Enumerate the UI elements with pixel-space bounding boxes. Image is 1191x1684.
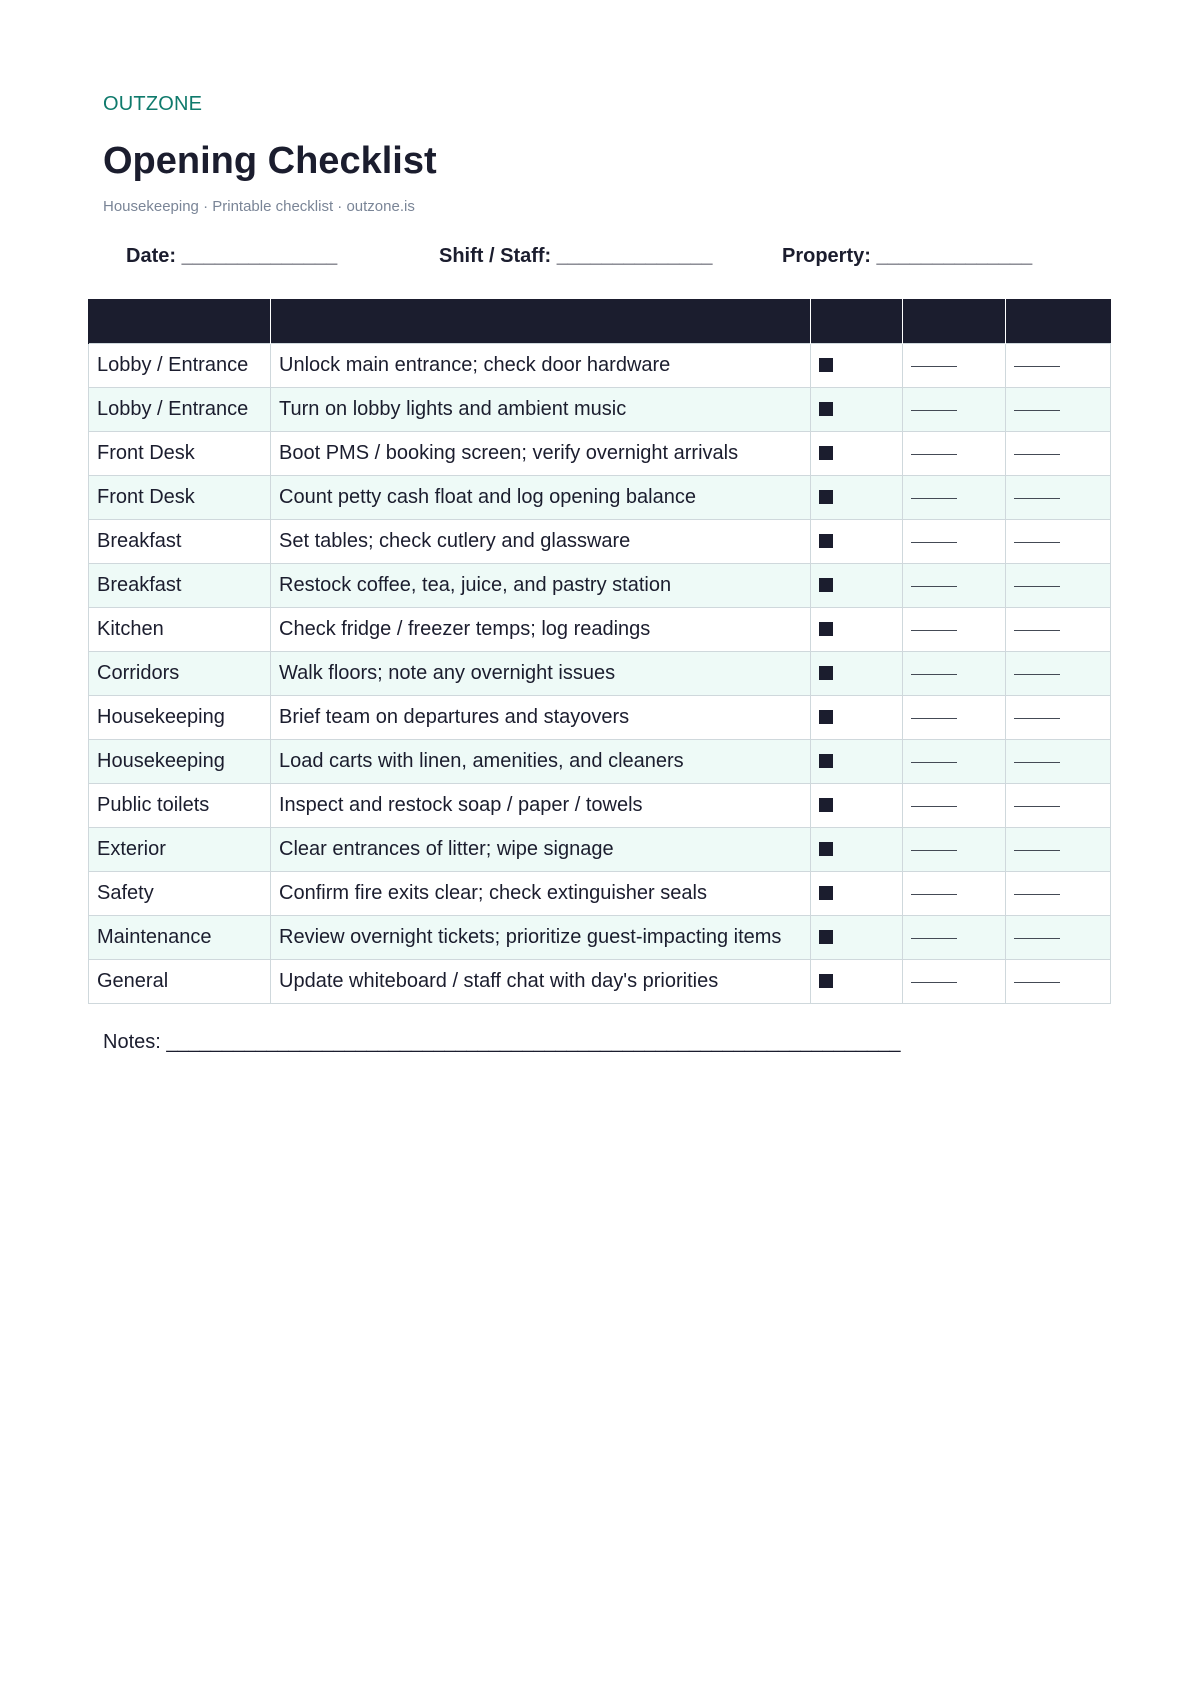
- shift-staff-field[interactable]: Shift / Staff: ______________: [439, 245, 713, 267]
- initials-blank-cell[interactable]: [903, 608, 1006, 652]
- initials-blank-cell[interactable]: [903, 696, 1006, 740]
- write-in-line: [911, 541, 957, 543]
- write-in-line: [1014, 629, 1060, 631]
- task-cell: Walk floors; note any overnight issues: [271, 652, 811, 696]
- checkbox-cell[interactable]: [811, 960, 903, 1004]
- checkbox[interactable]: [819, 842, 833, 856]
- task-cell: Check fridge / freezer temps; log readings: [271, 608, 811, 652]
- time-blank-cell[interactable]: [1006, 608, 1111, 652]
- page-subtitle: Housekeeping · Printable checklist · outzone.is: [103, 198, 415, 215]
- area-cell: Exterior: [89, 828, 271, 872]
- write-in-line: [1014, 761, 1060, 763]
- table-row: [89, 520, 1111, 564]
- write-in-line: [1014, 409, 1060, 411]
- checkbox-cell[interactable]: [811, 828, 903, 872]
- write-in-line: [911, 805, 957, 807]
- table-row: [89, 960, 1111, 1004]
- checkbox-cell[interactable]: [811, 784, 903, 828]
- area-cell: Breakfast: [89, 520, 271, 564]
- write-in-line: [1014, 937, 1060, 939]
- write-in-line: [911, 717, 957, 719]
- initials-blank-cell[interactable]: [903, 872, 1006, 916]
- task-cell: Boot PMS / booking screen; verify overnight arrivals: [271, 432, 811, 476]
- checkbox-cell[interactable]: [811, 872, 903, 916]
- checkbox[interactable]: [819, 930, 833, 944]
- date-field[interactable]: Date: ______________: [126, 245, 338, 267]
- checkbox[interactable]: [819, 622, 833, 636]
- time-blank-cell[interactable]: [1006, 476, 1111, 520]
- write-in-line: [911, 497, 957, 499]
- task-cell: Set tables; check cutlery and glassware: [271, 520, 811, 564]
- page-title: Opening Checklist: [103, 140, 437, 182]
- task-cell: Count petty cash float and log opening balance: [271, 476, 811, 520]
- area-cell: Front Desk: [89, 432, 271, 476]
- header-cell-initials: [903, 299, 1006, 344]
- table-row: [89, 828, 1111, 872]
- write-in-line: [1014, 453, 1060, 455]
- table-row: [89, 696, 1111, 740]
- checklist-table: [88, 299, 1111, 1004]
- table-row: [89, 872, 1111, 916]
- header-cell-area: [89, 299, 271, 344]
- table-row: [89, 740, 1111, 784]
- initials-blank-cell[interactable]: [903, 344, 1006, 388]
- checkbox[interactable]: [819, 490, 833, 504]
- write-in-line: [911, 849, 957, 851]
- initials-blank-cell[interactable]: [903, 740, 1006, 784]
- notes-field[interactable]: Notes: __________________________________________________________________: [103, 1031, 901, 1053]
- task-cell: Clear entrances of litter; wipe signage: [271, 828, 811, 872]
- write-in-line: [1014, 805, 1060, 807]
- time-blank-cell[interactable]: [1006, 520, 1111, 564]
- area-cell: Lobby / Entrance: [89, 344, 271, 388]
- table-row: [89, 784, 1111, 828]
- checkbox-cell[interactable]: [811, 740, 903, 784]
- initials-blank-cell[interactable]: [903, 520, 1006, 564]
- initials-blank-cell[interactable]: [903, 388, 1006, 432]
- checkbox[interactable]: [819, 798, 833, 812]
- write-in-line: [1014, 365, 1060, 367]
- write-in-line: [911, 981, 957, 983]
- write-in-line: [911, 761, 957, 763]
- area-cell: General: [89, 960, 271, 1004]
- checkbox-cell[interactable]: [811, 608, 903, 652]
- header-cell-done: [811, 299, 903, 344]
- property-field[interactable]: Property: ______________: [782, 245, 1033, 267]
- area-cell: Lobby / Entrance: [89, 388, 271, 432]
- initials-blank-cell[interactable]: [903, 916, 1006, 960]
- time-blank-cell[interactable]: [1006, 696, 1111, 740]
- write-in-line: [1014, 717, 1060, 719]
- table-row: [89, 476, 1111, 520]
- checkbox-cell[interactable]: [811, 916, 903, 960]
- checkbox-cell[interactable]: [811, 344, 903, 388]
- write-in-line: [911, 409, 957, 411]
- table-row: [89, 652, 1111, 696]
- write-in-line: [911, 937, 957, 939]
- initials-blank-cell[interactable]: [903, 828, 1006, 872]
- brand-name: OUTZONE: [103, 93, 203, 115]
- initials-blank-cell[interactable]: [903, 432, 1006, 476]
- checkbox[interactable]: [819, 710, 833, 724]
- time-blank-cell[interactable]: [1006, 432, 1111, 476]
- time-blank-cell[interactable]: [1006, 784, 1111, 828]
- area-cell: Corridors: [89, 652, 271, 696]
- time-blank-cell[interactable]: [1006, 652, 1111, 696]
- initials-blank-cell[interactable]: [903, 784, 1006, 828]
- table-body: [89, 344, 1111, 1004]
- checkbox-cell[interactable]: [811, 520, 903, 564]
- checkbox[interactable]: [819, 534, 833, 548]
- checkbox-cell[interactable]: [811, 476, 903, 520]
- task-cell: Restock coffee, tea, juice, and pastry station: [271, 564, 811, 608]
- table-row: [89, 608, 1111, 652]
- time-blank-cell[interactable]: [1006, 828, 1111, 872]
- write-in-line: [1014, 585, 1060, 587]
- area-cell: Front Desk: [89, 476, 271, 520]
- write-in-line: [1014, 673, 1060, 675]
- checkbox[interactable]: [819, 754, 833, 768]
- checkbox[interactable]: [819, 446, 833, 460]
- write-in-line: [911, 673, 957, 675]
- initials-blank-cell[interactable]: [903, 652, 1006, 696]
- task-cell: Inspect and restock soap / paper / towels: [271, 784, 811, 828]
- area-cell: Maintenance: [89, 916, 271, 960]
- area-cell: Housekeeping: [89, 740, 271, 784]
- header-cell-task: [271, 299, 811, 344]
- time-blank-cell[interactable]: [1006, 872, 1111, 916]
- checkbox-cell[interactable]: [811, 432, 903, 476]
- table-row: [89, 388, 1111, 432]
- task-cell: Unlock main entrance; check door hardware: [271, 344, 811, 388]
- area-cell: Breakfast: [89, 564, 271, 608]
- task-cell: Update whiteboard / staff chat with day's priorities: [271, 960, 811, 1004]
- time-blank-cell[interactable]: [1006, 960, 1111, 1004]
- write-in-line: [911, 585, 957, 587]
- task-cell: Turn on lobby lights and ambient music: [271, 388, 811, 432]
- area-cell: Kitchen: [89, 608, 271, 652]
- area-cell: Safety: [89, 872, 271, 916]
- write-in-line: [911, 453, 957, 455]
- checkbox-cell[interactable]: [811, 652, 903, 696]
- write-in-line: [911, 629, 957, 631]
- checkbox-cell[interactable]: [811, 388, 903, 432]
- write-in-line: [1014, 981, 1060, 983]
- table-row: [89, 432, 1111, 476]
- task-cell: Brief team on departures and stayovers: [271, 696, 811, 740]
- write-in-line: [1014, 849, 1060, 851]
- checkbox-cell[interactable]: [811, 696, 903, 740]
- initials-blank-cell[interactable]: [903, 960, 1006, 1004]
- table-row: [89, 564, 1111, 608]
- checkbox-cell[interactable]: [811, 564, 903, 608]
- write-in-line: [1014, 893, 1060, 895]
- time-blank-cell[interactable]: [1006, 564, 1111, 608]
- time-blank-cell[interactable]: [1006, 916, 1111, 960]
- task-cell: Review overnight tickets; prioritize guest-impacting items: [271, 916, 811, 960]
- time-blank-cell[interactable]: [1006, 344, 1111, 388]
- table-header-row: [89, 299, 1111, 344]
- header-cell-time: [1006, 299, 1111, 344]
- task-cell: Confirm fire exits clear; check extinguisher seals: [271, 872, 811, 916]
- checkbox[interactable]: [819, 578, 833, 592]
- initials-blank-cell[interactable]: [903, 564, 1006, 608]
- write-in-line: [1014, 497, 1060, 499]
- checkbox[interactable]: [819, 358, 833, 372]
- write-in-line: [911, 365, 957, 367]
- task-cell: Load carts with linen, amenities, and cleaners: [271, 740, 811, 784]
- checkbox[interactable]: [819, 974, 833, 988]
- initials-blank-cell[interactable]: [903, 476, 1006, 520]
- area-cell: Public toilets: [89, 784, 271, 828]
- time-blank-cell[interactable]: [1006, 388, 1111, 432]
- table-row: [89, 344, 1111, 388]
- area-cell: Housekeeping: [89, 696, 271, 740]
- write-in-line: [911, 893, 957, 895]
- checkbox[interactable]: [819, 666, 833, 680]
- checkbox[interactable]: [819, 886, 833, 900]
- checkbox[interactable]: [819, 402, 833, 416]
- write-in-line: [1014, 541, 1060, 543]
- time-blank-cell[interactable]: [1006, 740, 1111, 784]
- table-row: [89, 916, 1111, 960]
